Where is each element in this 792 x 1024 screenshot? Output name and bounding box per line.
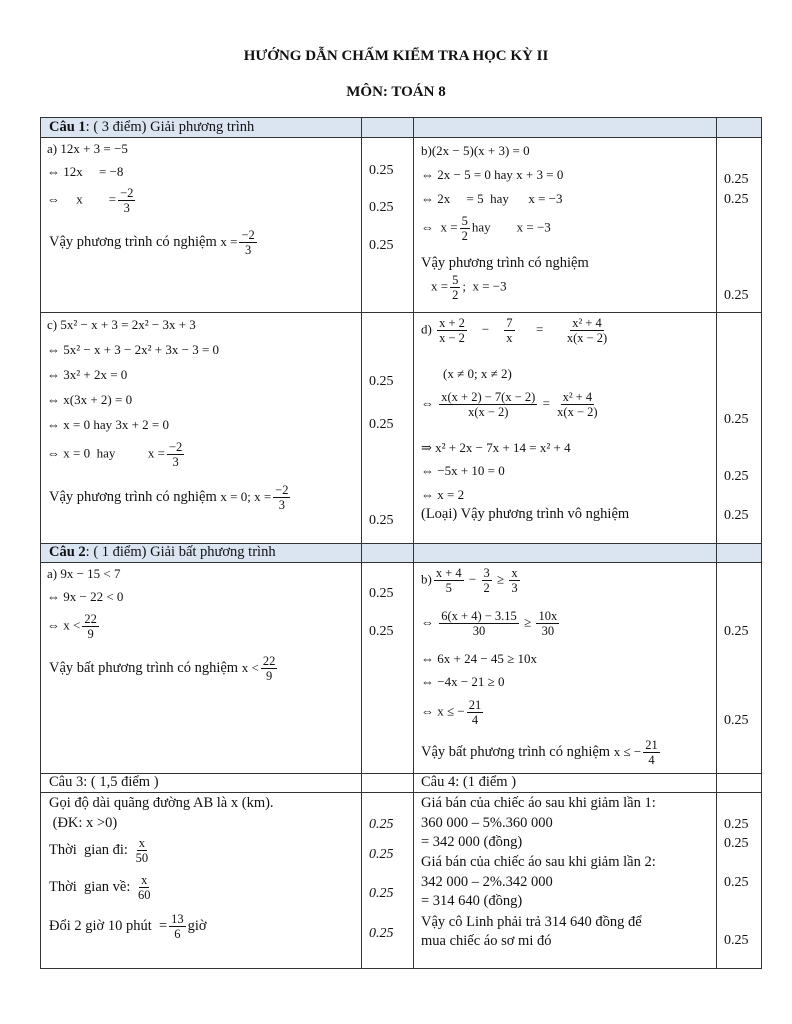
q2b-line1 [421, 566, 522, 595]
q3-header: Câu 3: ( 1,5 điểm ) [49, 774, 159, 790]
fraction [555, 390, 599, 419]
q1a-score: 0.25 [369, 200, 394, 215]
q1b-line3: ⇔ 2x = 5 hay x = −3 [421, 191, 563, 206]
q1c-line3: ⇔ 3x² + 2x = 0 [47, 367, 128, 382]
q4-header: Câu 4: (1 điểm ) [421, 774, 517, 790]
q4-line8: mua chiếc áo sơ mi đó [421, 933, 552, 949]
q1d-score: 0.25 [724, 412, 749, 427]
q1d-operator: = [542, 395, 550, 411]
fraction-numerator: x² + 4 [572, 316, 602, 330]
q2b-line1-text: b) [421, 571, 432, 587]
q1c-score: 0.25 [369, 417, 394, 432]
q1a-conclusion-text: Vậy phương trình có nghiệm [49, 233, 217, 250]
q2-label: Câu 2 [49, 544, 86, 560]
q1d-line1 [421, 316, 611, 345]
fraction-denominator: 3 [245, 243, 252, 257]
q2b-conclusion-math: x ≤ − [613, 743, 642, 759]
q1b-score: 0.25 [724, 172, 749, 187]
q3-line1: Gọi độ dài quãng đường AB là x (km). [49, 795, 274, 811]
fraction [239, 228, 256, 257]
fraction [136, 873, 153, 902]
q1d-line6: ⇔ x = 2 [421, 487, 465, 502]
fraction-denominator: 30 [541, 624, 555, 638]
q3-line4 [49, 873, 154, 902]
q2a-conclusion-text: Vậy bất phương trình có nghiệm [49, 659, 239, 676]
fraction-numerator: 5 [461, 214, 468, 228]
q1a-score: 0.25 [369, 238, 394, 253]
q1c-conclusion [49, 483, 292, 512]
fraction-denominator: x [506, 331, 513, 345]
q2a-line3 [47, 612, 101, 641]
q1c-score: 0.25 [369, 374, 394, 389]
q4-line1: Giá bán của chiếc áo sau khi giảm lần 1: [421, 795, 656, 811]
fraction [273, 483, 290, 512]
fraction-denominator: 50 [135, 851, 149, 865]
fraction-numerator: x + 4 [435, 566, 462, 580]
fraction [434, 566, 464, 595]
fraction-numerator: −2 [275, 483, 289, 497]
q3-line3 [49, 836, 152, 865]
fraction-numerator: 21 [468, 698, 482, 712]
row-divider [41, 792, 761, 793]
q1b-line4 [421, 214, 551, 243]
q2a-conclusion [49, 654, 279, 683]
q2b-line4: ⇔ −4x − 21 ≥ 0 [421, 674, 505, 689]
fraction [167, 440, 184, 469]
fraction [643, 738, 660, 767]
q2b-operator: − [468, 571, 477, 587]
q1c-line5: ⇔ x = 0 hay 3x + 2 = 0 [47, 417, 170, 432]
fraction-denominator: 2 [483, 581, 490, 595]
fraction-denominator: 4 [648, 753, 655, 767]
fraction-denominator: 3 [278, 498, 285, 512]
fraction [82, 612, 99, 641]
q1-label: Câu 1 [49, 119, 86, 135]
fraction-denominator: 2 [452, 288, 459, 302]
fraction [536, 609, 559, 638]
q4-line5: 342 000 – 2%.342 000 [421, 874, 553, 890]
fraction [504, 316, 514, 345]
q2a-line3-text: ⇔ x < [47, 617, 81, 633]
document-subject: MÔN: TOÁN 8 [346, 84, 446, 100]
q1c-conclusion-text: Vậy phương trình có nghiệm [49, 488, 217, 505]
q4-line3: = 342 000 (đồng) [421, 834, 523, 850]
q2a-line2: ⇔ 9x − 22 < 0 [47, 589, 124, 604]
q2b-line3: ⇔ 6x + 24 − 45 ≥ 10x [421, 651, 538, 666]
fraction [460, 214, 470, 243]
q1d-line5: ⇔ −5x + 10 = 0 [421, 463, 505, 478]
q1a-conclusion [49, 228, 259, 257]
q3-line2: (ĐK: x >0) [49, 815, 118, 831]
q3-line4-text: Thời gian về: [49, 878, 131, 895]
q1c-line2: ⇔ 5x² − x + 3 − 2x² + 3x − 3 = 0 [47, 342, 220, 357]
q1d-conclusion: (Loại) Vậy phương trình vô nghiệm [421, 506, 630, 522]
q1a-conclusion-math: x = [220, 233, 238, 249]
q4-score: 0.25 [724, 817, 749, 832]
fraction [261, 654, 278, 683]
q2b-line5-text: ⇔ x ≤ − [421, 703, 465, 719]
fraction-denominator: 3 [511, 581, 518, 595]
q1b-solution-rest: ; x = −3 [462, 278, 507, 294]
q3-line5 [49, 912, 207, 941]
fraction-denominator: x − 2 [439, 331, 465, 345]
fraction-denominator: 2 [461, 229, 468, 243]
q3-score: 0.25 [369, 817, 394, 832]
fraction [439, 390, 537, 419]
fraction-denominator: 5 [445, 581, 452, 595]
q1-description: : ( 3 điểm) Giải phương trình [85, 119, 255, 135]
q4-score: 0.25 [724, 933, 749, 948]
q1b-line4-text: ⇔ x = [421, 219, 458, 235]
fraction-numerator: x + 2 [439, 316, 465, 330]
fraction-numerator: 13 [171, 912, 184, 926]
q2a-score: 0.25 [369, 624, 394, 639]
q3-line5-unit: giờ [187, 917, 207, 934]
q2b-line5 [421, 698, 485, 727]
fraction-numerator: 6(x + 4) − 3.15 [441, 609, 517, 623]
fraction-numerator: 5 [452, 273, 459, 287]
fraction [482, 566, 492, 595]
fraction [509, 566, 519, 595]
q2b-operator: ≥ [497, 571, 505, 587]
q1d-line1-text: d) [421, 321, 432, 337]
fraction [439, 609, 519, 638]
q1b-solution-text: x = [431, 278, 449, 294]
q1b-line4-rest: hay x = −3 [471, 219, 551, 235]
q2b-operator: ≥ [524, 614, 532, 630]
fraction-numerator: x [141, 873, 148, 887]
q1b-line1: b)(2x − 5)(x + 3) = 0 [421, 143, 530, 158]
fraction-numerator: 10x [538, 609, 558, 623]
fraction-numerator: −2 [241, 228, 255, 242]
fraction-numerator: 22 [262, 654, 276, 668]
q1d-score: 0.25 [724, 469, 749, 484]
q2b-line2-text: ⇔ [421, 614, 434, 630]
q1b-line2: ⇔ 2x − 5 = 0 hay x + 3 = 0 [421, 167, 564, 182]
q1b-conclusion: Vậy phương trình có nghiệm [421, 255, 589, 271]
q1a-line1: a) 12x + 3 = −5 [47, 141, 128, 156]
q1a-line2: ⇔ 12x = −8 [47, 164, 124, 179]
fraction-numerator: 3 [483, 566, 490, 580]
q1c-conclusion-math: x = 0; x = [220, 488, 272, 504]
fraction-denominator: x(x − 2) [566, 331, 608, 345]
q2a-line1: a) 9x − 15 < 7 [47, 566, 121, 581]
q1d-line3-text: ⇔ [421, 395, 434, 411]
q1d-score: 0.25 [724, 508, 749, 523]
fraction-denominator: 3 [123, 201, 130, 215]
q1a-line3 [47, 186, 137, 215]
row-divider [41, 137, 761, 138]
grading-table [40, 117, 762, 969]
q2b-conclusion-text: Vậy bất phương trình có nghiệm [421, 743, 611, 760]
q1-header [49, 119, 254, 136]
fraction [118, 186, 135, 215]
row-divider [41, 562, 761, 563]
fraction-numerator: −2 [168, 440, 183, 454]
q1b-score: 0.25 [724, 192, 749, 207]
fraction-denominator: 60 [137, 888, 151, 902]
q4-score: 0.25 [724, 836, 749, 851]
q1d-condition: (x ≠ 0; x ≠ 2) [443, 366, 512, 381]
q2-description: : ( 1 điểm) Giải bất phương trình [85, 544, 276, 560]
q3-line3-text: Thời gian đi: [49, 841, 128, 858]
row-divider [41, 312, 761, 313]
fraction [134, 836, 151, 865]
q1d-line3 [421, 390, 602, 419]
q1c-line1: c) 5x² − x + 3 = 2x² − 3x + 3 [47, 317, 196, 332]
document-title: HƯỚNG DẪN CHẤM KIỂM TRA HỌC KỲ II [243, 48, 549, 64]
fraction-numerator: −2 [120, 186, 134, 200]
fraction [467, 698, 484, 727]
fraction [450, 273, 460, 302]
q1a-line3-text: ⇔ x = [47, 191, 117, 207]
fraction-denominator: 9 [265, 669, 273, 683]
fraction-denominator: 30 [472, 624, 486, 638]
fraction-denominator: 4 [471, 713, 479, 727]
fraction [169, 912, 186, 941]
q2b-line2 [421, 609, 561, 638]
q1d-operator: = [536, 321, 544, 337]
fraction-numerator: x [511, 566, 518, 580]
fraction-numerator: 22 [84, 612, 97, 626]
q4-line4: Giá bán của chiếc áo sau khi giảm lần 2: [421, 854, 656, 870]
fraction-numerator: 7 [506, 316, 513, 330]
fraction-numerator: 21 [645, 738, 658, 752]
q1c-line6-text: ⇔ x = 0 hay x = [47, 445, 165, 461]
q1c-score: 0.25 [369, 513, 394, 528]
q3-line5-text: Đổi 2 giờ 10 phút = [49, 917, 168, 934]
q4-line7: Vậy cô Linh phải trả 314 640 đồng để [421, 914, 642, 930]
q1d-operator: − [481, 321, 490, 337]
q4-score: 0.25 [724, 875, 749, 890]
q4-line2: 360 000 – 5%.360 000 [421, 815, 553, 831]
fraction [437, 316, 467, 345]
q2-header [49, 544, 276, 561]
q2b-score: 0.25 [724, 624, 749, 639]
fraction-denominator: x(x − 2) [557, 405, 598, 419]
q1a-score: 0.25 [369, 163, 394, 178]
q2b-score: 0.25 [724, 713, 749, 728]
q2b-conclusion [421, 738, 662, 767]
fraction-denominator: 3 [172, 455, 179, 469]
q1d-line4: ⇒ x² + 2x − 7x + 14 = x² + 4 [421, 440, 571, 455]
fraction [565, 316, 609, 345]
fraction-denominator: 9 [87, 627, 94, 641]
q1c-line4: ⇔ x(3x + 2) = 0 [47, 392, 133, 407]
q1b-score: 0.25 [724, 288, 749, 303]
q3-score: 0.25 [369, 847, 394, 862]
fraction-numerator: x(x + 2) − 7(x − 2) [441, 390, 536, 404]
q2a-conclusion-math: x < [241, 659, 259, 675]
fraction-numerator: x [138, 836, 145, 850]
q1c-line6 [47, 440, 186, 469]
q1b-solution [431, 273, 507, 302]
q2a-score: 0.25 [369, 586, 394, 601]
q3-score: 0.25 [369, 886, 394, 901]
q4-line6: = 314 640 (đồng) [421, 893, 523, 909]
fraction-denominator: 6 [174, 927, 181, 941]
fraction-denominator: x(x − 2) [468, 405, 509, 419]
fraction-numerator: x² + 4 [562, 390, 593, 404]
q3-score: 0.25 [369, 926, 394, 941]
